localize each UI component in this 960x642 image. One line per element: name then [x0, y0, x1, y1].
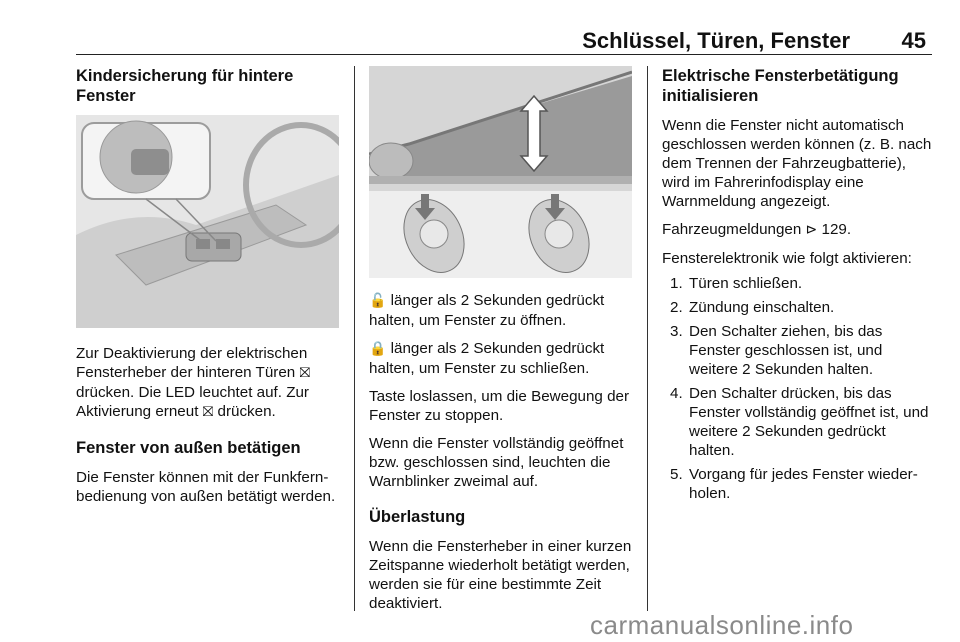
column-divider	[354, 66, 355, 611]
activate-paragraph: Fensterelektronik wie folgt aktivieren:	[662, 250, 912, 267]
list-item: 4. Den Schalter drücken, bis das Fenster vollständig geöffnet ist, und weitere 2 Sekunden gedrückt halten.	[670, 385, 929, 459]
remote-paragraph: Die Fenster können mit der Funkfernbedienung von außen betätigt werden.	[76, 469, 336, 505]
section-heading-overload: Überlastung	[369, 508, 466, 526]
column-3	[662, 66, 932, 508]
section-heading-child-lock: Kindersicherung für hintere Fenster	[76, 67, 294, 105]
page-title: Schlüssel, Türen, Fenster	[582, 28, 850, 53]
child-lock-icon: ⛝	[299, 365, 311, 381]
column-divider	[647, 66, 648, 611]
column-1	[76, 66, 344, 106]
lock-icon: 🔒	[369, 341, 387, 357]
window-remote-illustration	[369, 66, 632, 278]
list-item: 2. Zündung einschalten.	[670, 299, 835, 316]
section-heading-remote: Fenster von außen betätigen	[76, 439, 301, 457]
column-1-body	[76, 344, 344, 506]
overload-paragraph: Wenn die Fensterheber in einer kurzen Zeitspanne wiederholt betätigt werden, werden sie für eine bestimmte Zeit deaktiviert.	[369, 538, 632, 612]
list-item: 5. Vorgang für jedes Fenster wiederholen.	[670, 466, 918, 502]
page-header	[76, 22, 932, 55]
column-2-body	[369, 291, 637, 613]
hazard-paragraph: Wenn die Fenster vollständig geöffnet bzw. geschlossen sind, leuchten die Warnblinker zweimal auf.	[369, 435, 624, 490]
page-number: 45	[901, 28, 926, 53]
initialise-paragraph: Wenn die Fenster nicht automatisch geschlossen werden können (z. B. nach dem Trennen der Fahrzeugbatterie), wird im Fahrerinfodisplay eine Warnmeldung angezeigt.	[662, 117, 932, 210]
stop-paragraph: Taste loslassen, um die Bewegung der Fenster zu stoppen.	[369, 388, 630, 424]
list-item: 1. Türen schließen.	[670, 275, 803, 292]
child-lock-paragraph: Zur Deaktivierung der elektrischen Fensterheber der hinteren Türen ⛝ drücken. Die LED leuchtet auf. Zur Aktivierung erneut ⛝ drücken.	[76, 345, 311, 420]
watermark: carmanualsonline.info	[590, 610, 854, 640]
unlock-icon: 🔓	[369, 293, 387, 309]
open-window-paragraph: 🔓 länger als 2 Sekunden gedrückt halten, um Fenster zu öffnen.	[369, 292, 605, 329]
door-panel-illustration	[76, 115, 339, 328]
list-item: 3. Den Schalter ziehen, bis das Fenster geschlossen ist, und weitere 2 Sekunden halten.	[670, 323, 883, 378]
page-reference-arrow-icon: ⊳	[805, 222, 818, 238]
child-lock-icon: ⛝	[202, 404, 214, 420]
close-window-paragraph: 🔒 länger als 2 Sekunden gedrückt halten, um Fenster zu schließen.	[369, 340, 605, 377]
vehicle-messages-ref: Fahrzeugmeldungen ⊳ 129.	[662, 221, 852, 238]
section-heading-initialise: Elektrische Fensterbetätigung initialisieren	[662, 67, 899, 105]
page-reference-link[interactable]: 129.	[817, 221, 852, 238]
steps-list	[662, 274, 932, 503]
